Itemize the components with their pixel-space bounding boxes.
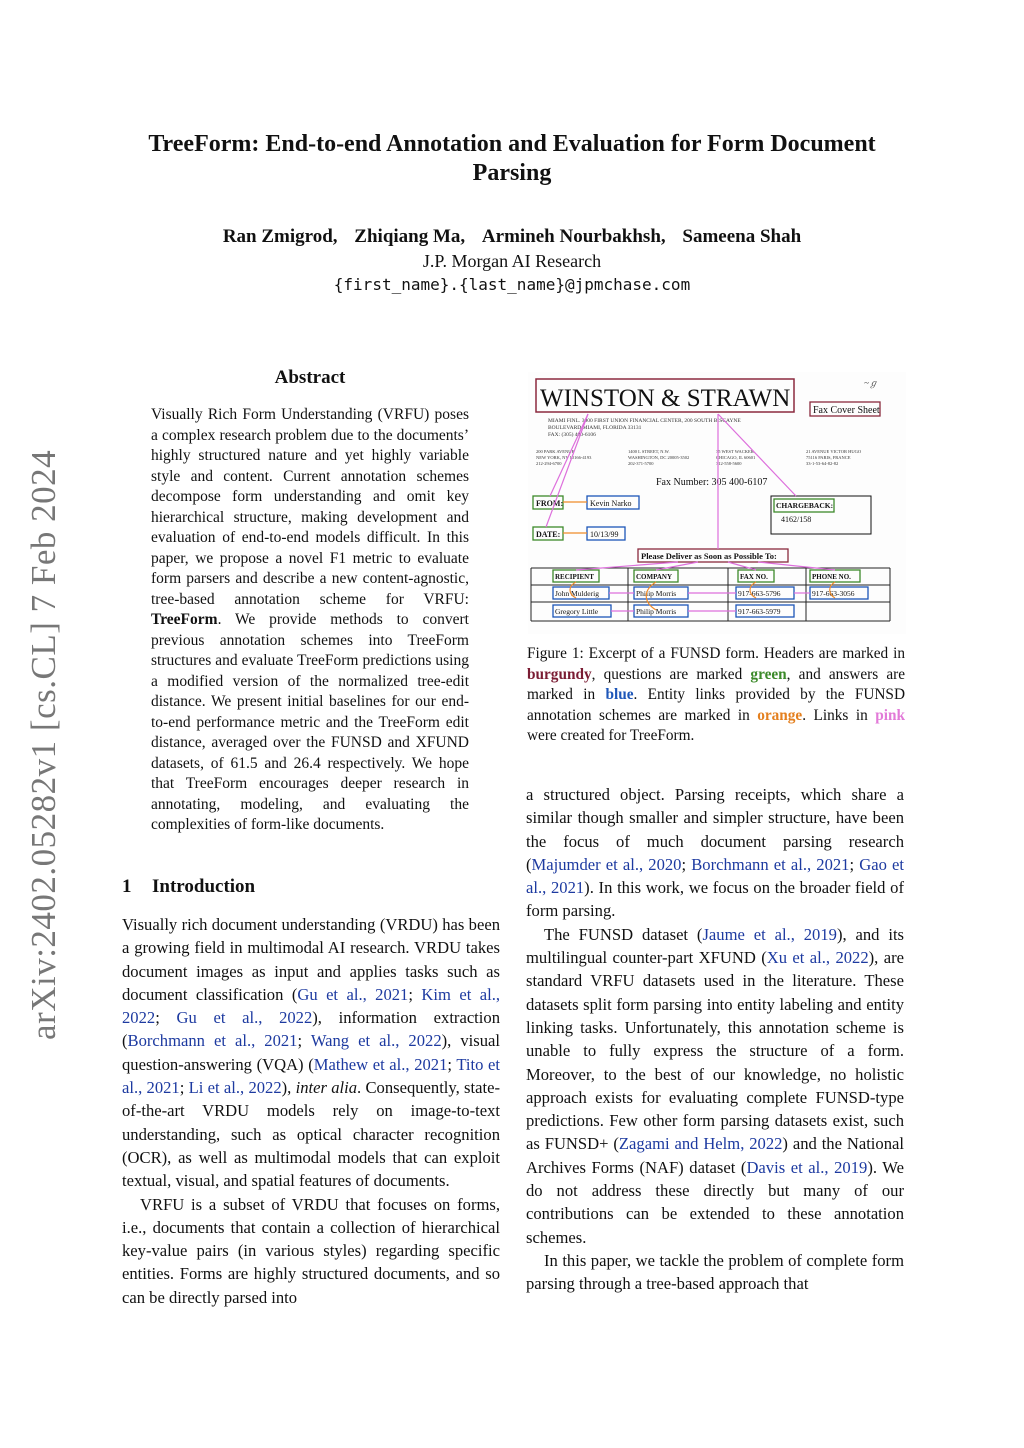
office-2-c: 202-371-5700 <box>628 461 654 466</box>
title-line-1: TreeForm: End-to-end Annotation and Evaluation for Form Document <box>148 131 876 157</box>
text-run: ), are standard VRFU datasets used in the literature. These datasets split form parsing into entity labeling and entity linking tasks. Unfortunately, this annotation scheme is unable to fully express the structure of a form. Moreover, to the best of our knowledge, no holistic approach exists for evaluating complete FUNSD-type predictions. Few other form parsing datasets exist, such as FUNSD+ ( <box>526 948 904 1154</box>
caption-text: , questions are marked <box>591 665 751 683</box>
abstract-body <box>151 405 469 836</box>
right-paragraph-2 <box>526 923 904 1249</box>
r1-fax: 917-663-5796 <box>738 589 781 598</box>
caption-text: were created for TreeForm. <box>527 727 695 745</box>
abstract-treeform-bold: TreeForm <box>151 611 218 628</box>
address-line-2: BOULEVARD MIAMI, FLORIDA 33131 <box>548 425 642 431</box>
text-run: ; <box>179 1078 189 1098</box>
left-column <box>122 913 500 1309</box>
date-label: DATE: <box>536 530 561 539</box>
text-run: ; <box>155 1008 177 1028</box>
author-list <box>110 226 914 248</box>
text-run: ), information extraction ( <box>122 1008 500 1051</box>
address-line-1: MIAMI FINL. 3000 FIRST UNION FINANCIAL CENTER, 200 SOUTH BISCAYNE <box>548 418 741 424</box>
citation-link[interactable]: Wang et al., 2022 <box>310 1031 442 1051</box>
text-run: ; <box>447 1054 457 1074</box>
col-fax: FAX NO. <box>740 573 768 581</box>
citation-link[interactable]: Tito et al., 2021 <box>122 1054 500 1098</box>
italic-text: inter alia <box>295 1078 358 1098</box>
section-number: 1 <box>122 876 132 897</box>
text-run: a structured object. Parsing receipts, which share a similar though smaller and simpler structure, have been the focus of much document parsing research ( <box>526 785 904 874</box>
office-4-a: 21 AVENUE VICTOR HUGO <box>806 449 862 454</box>
caption-text: , and answers are marked in <box>527 665 906 704</box>
caption-green: green <box>750 665 787 683</box>
text-run: ), visual question-answering (VQA) ( <box>122 1031 500 1074</box>
caption-blue: blue <box>605 686 634 704</box>
handwritten-scribble: ~ℊ <box>864 378 878 388</box>
citation-link[interactable]: Jaume et al., 2019 <box>702 924 837 944</box>
right-paragraph-3: In this paper, we tackle the problem of complete form parsing through a tree-based approach that <box>526 1250 904 1294</box>
office-1-a: 200 PARK AVENUE <box>536 449 575 454</box>
office-2-b: WASHINGTON, DC 20005-3502 <box>628 455 690 460</box>
r2-recipient: Gregory Little <box>555 607 599 616</box>
intro-paragraph-1 <box>122 913 500 1193</box>
text-run: ) and the National Archives Forms (NAF) dataset ( <box>526 1134 904 1177</box>
title-line-2: Parsing <box>472 160 552 186</box>
office-1-c: 212-294-6700 <box>536 461 562 466</box>
figure-1-caption <box>527 644 905 747</box>
citation-link[interactable]: Borchmann et al., 2021 <box>127 1031 298 1051</box>
r2-company: Philip Morris <box>636 607 677 616</box>
from-value: Kevin Narko <box>590 499 632 508</box>
text-run: . Consequently, state-of-the-art VRDU models rely on image-to-text understanding, such as optical character recognition (OCR), as well as multimodal models that can exploit textual, visual, and spatial features of documents. <box>122 1078 500 1191</box>
right-paragraph-1 <box>526 783 904 923</box>
text-run: ; <box>849 854 860 874</box>
date-value: 10/13/99 <box>590 530 619 539</box>
r1-phone: 917-663-3056 <box>812 589 855 598</box>
citation-link[interactable]: Gao et al., 2021 <box>526 854 904 898</box>
col-phone: PHONE NO. <box>812 573 851 581</box>
r1-company: Philip Morris <box>636 589 677 598</box>
col-company: COMPANY <box>636 573 673 581</box>
r2-fax: 917-663-5979 <box>738 607 781 616</box>
chargeback-value: 4162/158 <box>781 515 812 524</box>
r1-recipient: John Mulderig <box>555 589 599 598</box>
chargeback-label: CHARGEBACK: <box>776 501 834 510</box>
citation-link[interactable]: Kim et al., 2022 <box>122 984 501 1028</box>
intro-paragraph-2: VRFU is a subset of VRDU that focuses on forms, i.e., documents that contain a collection of hierarchical key-value pairs (in various styles) regarding specific entities. Forms are highly structured documents, and so can be directly parsed into <box>122 1194 500 1307</box>
right-column <box>526 783 904 1296</box>
fax-cover-sheet-text: Fax Cover Sheet <box>813 405 880 416</box>
caption-text: . Entity links provided by the FUNSD annotation schemes are marked in <box>527 686 905 724</box>
author-2: Zhiqiang Ma, <box>354 226 466 247</box>
text-run: Visually rich document understanding (VRDU) has been a growing field in multimodal AI research. VRDU takes document images as input and applies tasks such as document classification ( <box>122 915 500 1004</box>
citation-link[interactable]: Zagami and Helm, 2022 <box>618 1134 783 1154</box>
author-4: Sameena Shah <box>682 226 802 247</box>
author-1: Ran Zmigrod, <box>222 226 338 247</box>
caption-text: Figure 1: Excerpt of a FUNSD form. Headers are marked in <box>527 645 905 662</box>
citation-link[interactable]: Xu et al., 2022 <box>766 948 869 968</box>
office-4-b: 75116 PARIS, FRANCE <box>806 455 851 460</box>
text-run: ; <box>681 854 692 874</box>
citation-link[interactable]: Gu et al., 2022 <box>176 1008 313 1028</box>
citation-link[interactable]: Mathew et al., 2021 <box>313 1054 448 1074</box>
office-3-c: 312-558-5600 <box>716 461 742 466</box>
caption-text: . Links in <box>802 706 876 724</box>
office-3-a: 35 WEST WACKER <box>716 449 754 454</box>
citation-link[interactable]: Borchmann et al., 2021 <box>691 854 850 874</box>
text-run: The FUNSD dataset ( <box>544 924 703 944</box>
email-address[interactable]: {first_name}.{last_name}@jpmchase.com <box>333 275 691 294</box>
citation-link[interactable]: Davis et al., 2019 <box>746 1157 868 1177</box>
col-recipient: RECIPIENT <box>555 573 594 581</box>
citation-link[interactable]: Majumder et al., 2020 <box>531 854 682 874</box>
caption-pink: pink <box>875 706 905 724</box>
arxiv-identifier: arXiv:2402.05282v1 [cs.CL] 7 Feb 2024 <box>24 449 63 1040</box>
abstract-text-b: . We provide methods to convert previous annotation schemes into TreeForm structures and evaluate TreeForm predictions using a modified version of the normalized tree-edit distance. We present initial baselines for our end-to-end performance metric and the TreeForm edit distance, averaged over the FUNSD and XFUND datasets, of 61.5 and 26.4 respectively. We hope that TreeForm encourages deeper research in annotating, modeling, and evaluating the complexities of form-like documents. <box>151 611 469 833</box>
address-line-3: FAX: (305) 400-6106 <box>548 432 596 438</box>
text-run: ; <box>297 1031 311 1051</box>
office-3-b: CHICAGO, IL 60601 <box>716 455 756 460</box>
text-run: ). We do not address these directly but many of our contributions can be extended to these annotation schemes. <box>526 1157 904 1247</box>
firm-logo: WINSTON & STRAWN <box>540 385 791 412</box>
from-label: FROM: <box>536 499 564 508</box>
abstract-heading: Abstract <box>274 367 346 388</box>
author-3: Armineh Nourbakhsh, <box>481 226 666 247</box>
citation-link[interactable]: Li et al., 2022 <box>188 1078 282 1098</box>
text-run: ), <box>281 1078 296 1098</box>
abstract-text-a: Visually Rich Form Understanding (VRFU) poses a complex research problem due to the documents’ highly structured nature and yet highly variable style and content. Current annotation schemes decompose form understanding and omit key hierarchical structure, making development and evaluation of end-to-end models difficult. In this paper, we propose a novel F1 metric to evaluate form parsers and describe a new content-agnostic, tree-based annotation scheme for VRFU: <box>151 406 469 608</box>
office-1-b: NEW YORK, NY 10166-4193 <box>536 455 592 460</box>
deliver-header-text: Please Deliver as Soon as Possible To: <box>641 551 777 561</box>
fax-number-text: Fax Number: 305 400-6107 <box>656 477 768 488</box>
paper-title <box>110 130 914 188</box>
caption-orange: orange <box>757 706 803 724</box>
text-run: ). In this work, we focus on the broader field of form parsing. <box>526 878 904 921</box>
caption-burgundy: burgundy <box>527 665 592 683</box>
section-heading-introduction <box>122 876 255 898</box>
figure-1-form-excerpt <box>528 372 906 634</box>
citation-link[interactable]: Gu et al., 2021 <box>297 984 409 1004</box>
affiliation: J.P. Morgan AI Research <box>422 251 602 271</box>
office-2-a: 1400 L STREET, N.W. <box>628 449 670 454</box>
text-run: ; <box>408 984 422 1004</box>
office-4-c: 33-1-53-64-82-82 <box>806 461 839 466</box>
text-run: ), and its multilingual counter-part XFUND ( <box>526 924 905 968</box>
section-title: Introduction <box>152 876 256 897</box>
